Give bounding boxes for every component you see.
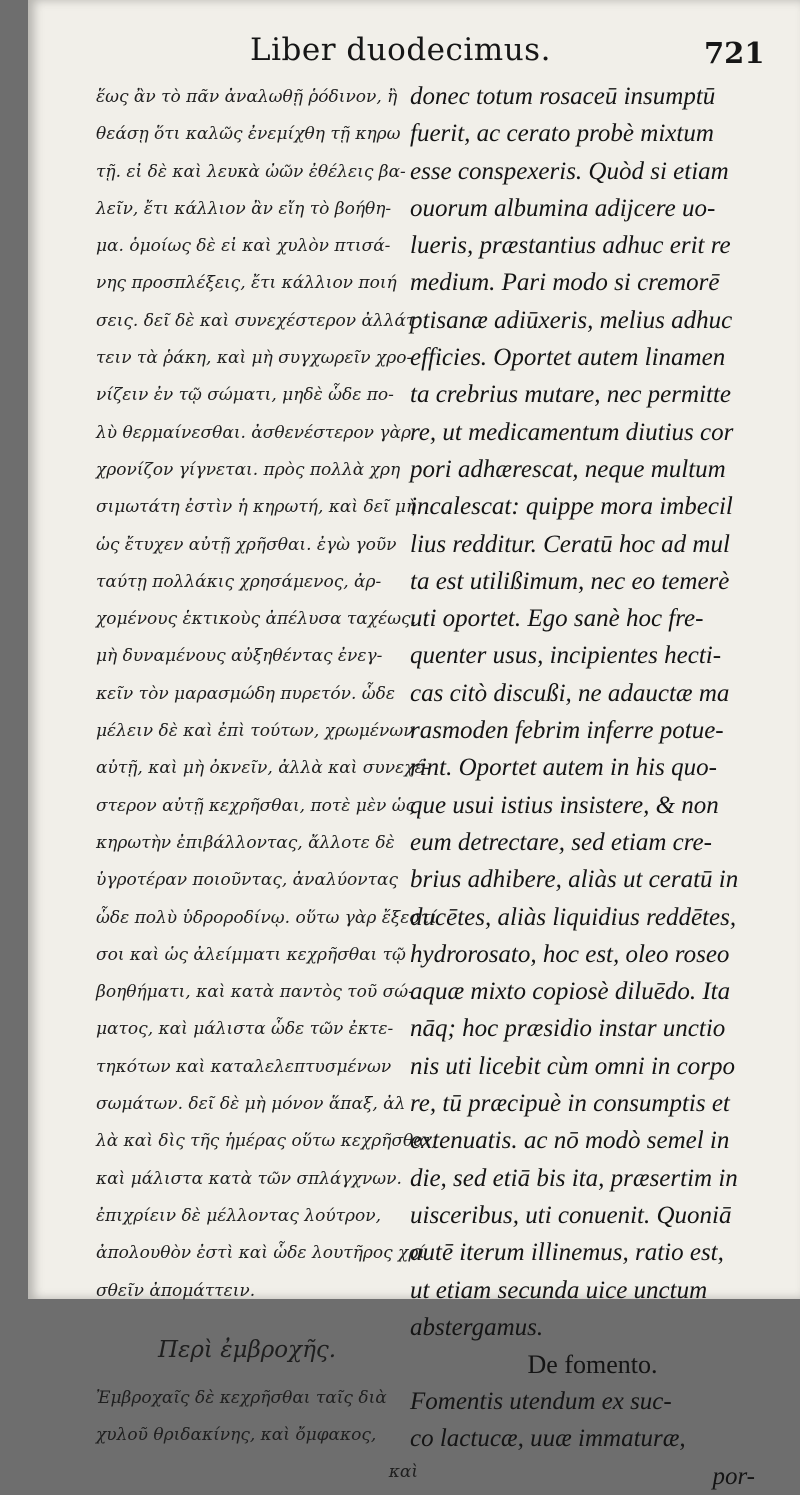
greek-line: σεις. δεῖ δὲ καὶ συνεχέστερον ἀλλάτ [96, 310, 416, 331]
greek-line: λὰ καὶ δὶς τῆς ἡμέρας οὕτω κεχρῆσθαι, [96, 1131, 437, 1152]
greek-line: ματος, καὶ μάλιστα ὧδε τῶν ἐκτε- [96, 1019, 394, 1040]
latin-line: ut etiam secunda uice unctum [410, 1276, 708, 1304]
greek-line: σιμωτάτη ἐστὶν ἡ κηρωτή, καὶ δεῖ μὴ [96, 497, 417, 518]
greek-line: ἀπολουθὸν ἐστὶ καὶ ὧδε λουτῆρος χρί [96, 1243, 426, 1264]
greek-line: σωμάτων. δεῖ δὲ μὴ μόνον ἅπαξ, ἀλ [96, 1094, 406, 1115]
greek-column [96, 79, 438, 1492]
latin-line: uisceribus, uti conuenit. Quoniā [410, 1201, 732, 1229]
greek-line: χρονίζον γίγνεται. πρὸς πολλὰ χρη [96, 459, 401, 480]
greek-line: ὡς ἔτυχεν αὐτῇ χρῆσθαι. ἐγὼ γοῦν [96, 534, 397, 555]
latin-line: brius adhibere, aliàs ut ceratū in [410, 866, 739, 894]
running-title: Liber duodecimus. [250, 32, 551, 68]
latin-line: uti oportet. Ego sanè hoc fre- [410, 605, 704, 633]
greek-line: αὐτῇ, καὶ μὴ ὀκνεῖν, ἀλλὰ καὶ συνεχέ- [96, 758, 430, 779]
latin-line: medium. Pari modo si cremorē [410, 269, 720, 297]
latin-line: re, ut medicamentum diutius cor [410, 418, 734, 446]
latin-line: autē iterum illinemus, ratio est, [410, 1239, 724, 1267]
greek-line: θεάσῃ ὅτι καλῶς ἐνεμίχθη τῇ κηρω [96, 124, 401, 145]
greek-line: νης προσπλέξεις, ἔτι κάλλιον ποιή [96, 273, 397, 294]
greek-catchword: καὶ [388, 1462, 418, 1483]
greek-line: ταύτῃ πολλάκις χρησάμενος, ἀρ- [96, 571, 382, 592]
latin-line: abstergamus. [410, 1313, 544, 1341]
greek-line: χυλοῦ θριδακίνης, καὶ ὄμφακος, [96, 1425, 377, 1446]
latin-line: esse conspexeris. Quòd si etiam [410, 157, 729, 185]
latin-line: die, sed etiā bis ita, præsertim in [410, 1164, 738, 1192]
latin-line: donec totum rosaceū insumptū [410, 83, 716, 110]
latin-line: ducētes, aliàs liquidius reddētes, [410, 903, 737, 931]
greek-line: λεῖν, ἔτι κάλλιον ἂν εἴη τὸ βοήθη- [96, 198, 392, 219]
latin-line: rint. Oportet autem in his quo- [410, 754, 717, 782]
latin-line: nis uti licebit cùm omni in corpo [410, 1052, 735, 1080]
latin-section-heading: De fomento. [527, 1350, 658, 1380]
latin-column [410, 78, 755, 1495]
greek-line: καὶ μάλιστα κατὰ τῶν σπλάγχνων. [96, 1168, 402, 1189]
greek-line: ἐπιχρίειν δὲ μέλλοντας λούτρον, [96, 1205, 382, 1226]
greek-line: μὴ δυναμένους αὐξηθέντας ἐνεγ- [96, 646, 383, 667]
latin-line: re, tū præcipuè in consumptis et [410, 1090, 730, 1118]
latin-line: eum detrectare, sed etiam cre- [410, 828, 712, 856]
latin-line: pori adhærescat, neque multum [410, 455, 726, 483]
latin-line: cas citò discußi, ne adauctæ ma [410, 679, 730, 707]
greek-line: τῇ. εἰ δὲ καὶ λευκὰ ὠῶν ἐθέλεις βα- [96, 161, 406, 182]
greek-section-heading: Περὶ ἐμβροχῆς. [157, 1336, 337, 1363]
greek-line: στερον αὐτῇ κεχρῆσθαι, ποτὲ μὲν ὡς [96, 795, 416, 816]
greek-line: χομένους ἑκτικοὺς ἀπέλυσα ταχέως, [96, 609, 416, 630]
greek-line: ὑγροτέραν ποιοῦντας, ἀναλύοντας [96, 870, 399, 891]
greek-line: σοι καὶ ὡς ἀλείμματι κεχρῆσθαι τῷ [96, 944, 406, 965]
latin-catchword: por- [712, 1462, 755, 1490]
greek-line: κεῖν τὸν μαρασμώδη πυρετόν. ὧδε [96, 683, 396, 704]
greek-line: κηρωτὴν ἐπιβάλλοντας, ἄλλοτε δὲ [96, 832, 395, 853]
latin-line: lueris, præstantius adhuc erit re [410, 232, 731, 260]
greek-line: ἕως ἂν τὸ πᾶν ἀναλωθῇ ῥόδινον, ἢ [96, 87, 398, 107]
latin-line: extenuatis. ac nō modò semel in [410, 1127, 730, 1155]
book-page [28, 0, 800, 1490]
greek-line: ὧδε πολὺ ὑδροροδίνῳ. οὕτω γὰρ ἔξεστί [96, 907, 438, 928]
greek-line: βοηθήματι, καὶ κατὰ παντὸς τοῦ σώ- [96, 982, 414, 1003]
latin-line: hydrorosato, hoc est, oleo roseo [410, 940, 730, 968]
latin-line: ptisanæ adiūxeris, melius adhuc [410, 306, 733, 334]
latin-line: ta crebrius mutare, nec permitte [410, 381, 731, 409]
greek-line: σθεῖν ἀπομάττειν. [96, 1280, 256, 1301]
page-number: 721 [704, 36, 765, 70]
latin-line: ta est utilißimum, nec eo temerè [410, 567, 730, 595]
greek-line: τηκότων καὶ καταλελεπτυσμένων [96, 1056, 392, 1077]
latin-line: quenter usus, incipientes hecti- [410, 642, 722, 670]
greek-line: λὺ θερμαίνεσθαι. ἀσθενέστερον γὰρ [96, 422, 411, 443]
latin-line: nāq; hoc præsidio instar unctio [410, 1015, 726, 1043]
latin-line: que usui istius insistere, & non [410, 791, 719, 819]
greek-line: νίζειν ἐν τῷ σώματι, μηδὲ ὧδε πο- [96, 385, 394, 406]
latin-line: ouorum albumina adijcere uo- [410, 194, 716, 222]
greek-line: μέλειν δὲ καὶ ἐπὶ τούτων, χρωμένων [96, 721, 414, 742]
greek-line: Ἐμβροχαῖς δὲ κεχρῆσθαι ταῖς διὰ [96, 1387, 387, 1408]
latin-line: fuerit, ac cerato probè mixtum [410, 120, 714, 148]
latin-line: co lactucæ, uuæ immaturæ, [410, 1425, 686, 1453]
latin-line: lius redditur. Ceratū hoc ad mul [410, 530, 730, 558]
latin-line: rasmoden febrim inferre potue- [410, 717, 724, 745]
latin-line: incalescat: quippe mora imbecil [410, 493, 733, 521]
greek-line: τειν τὰ ῥάκη, καὶ μὴ συγχωρεῖν χρο- [96, 348, 413, 369]
latin-line: aquæ mixto copiosè diluēdo. Ita [410, 978, 731, 1006]
latin-line: Fomentis utendum ex suc- [410, 1388, 672, 1416]
latin-line: efficies. Oportet autem linamen [410, 344, 726, 372]
greek-line: μα. ὁμοίως δὲ εἰ καὶ χυλὸν πτισά- [96, 236, 391, 257]
